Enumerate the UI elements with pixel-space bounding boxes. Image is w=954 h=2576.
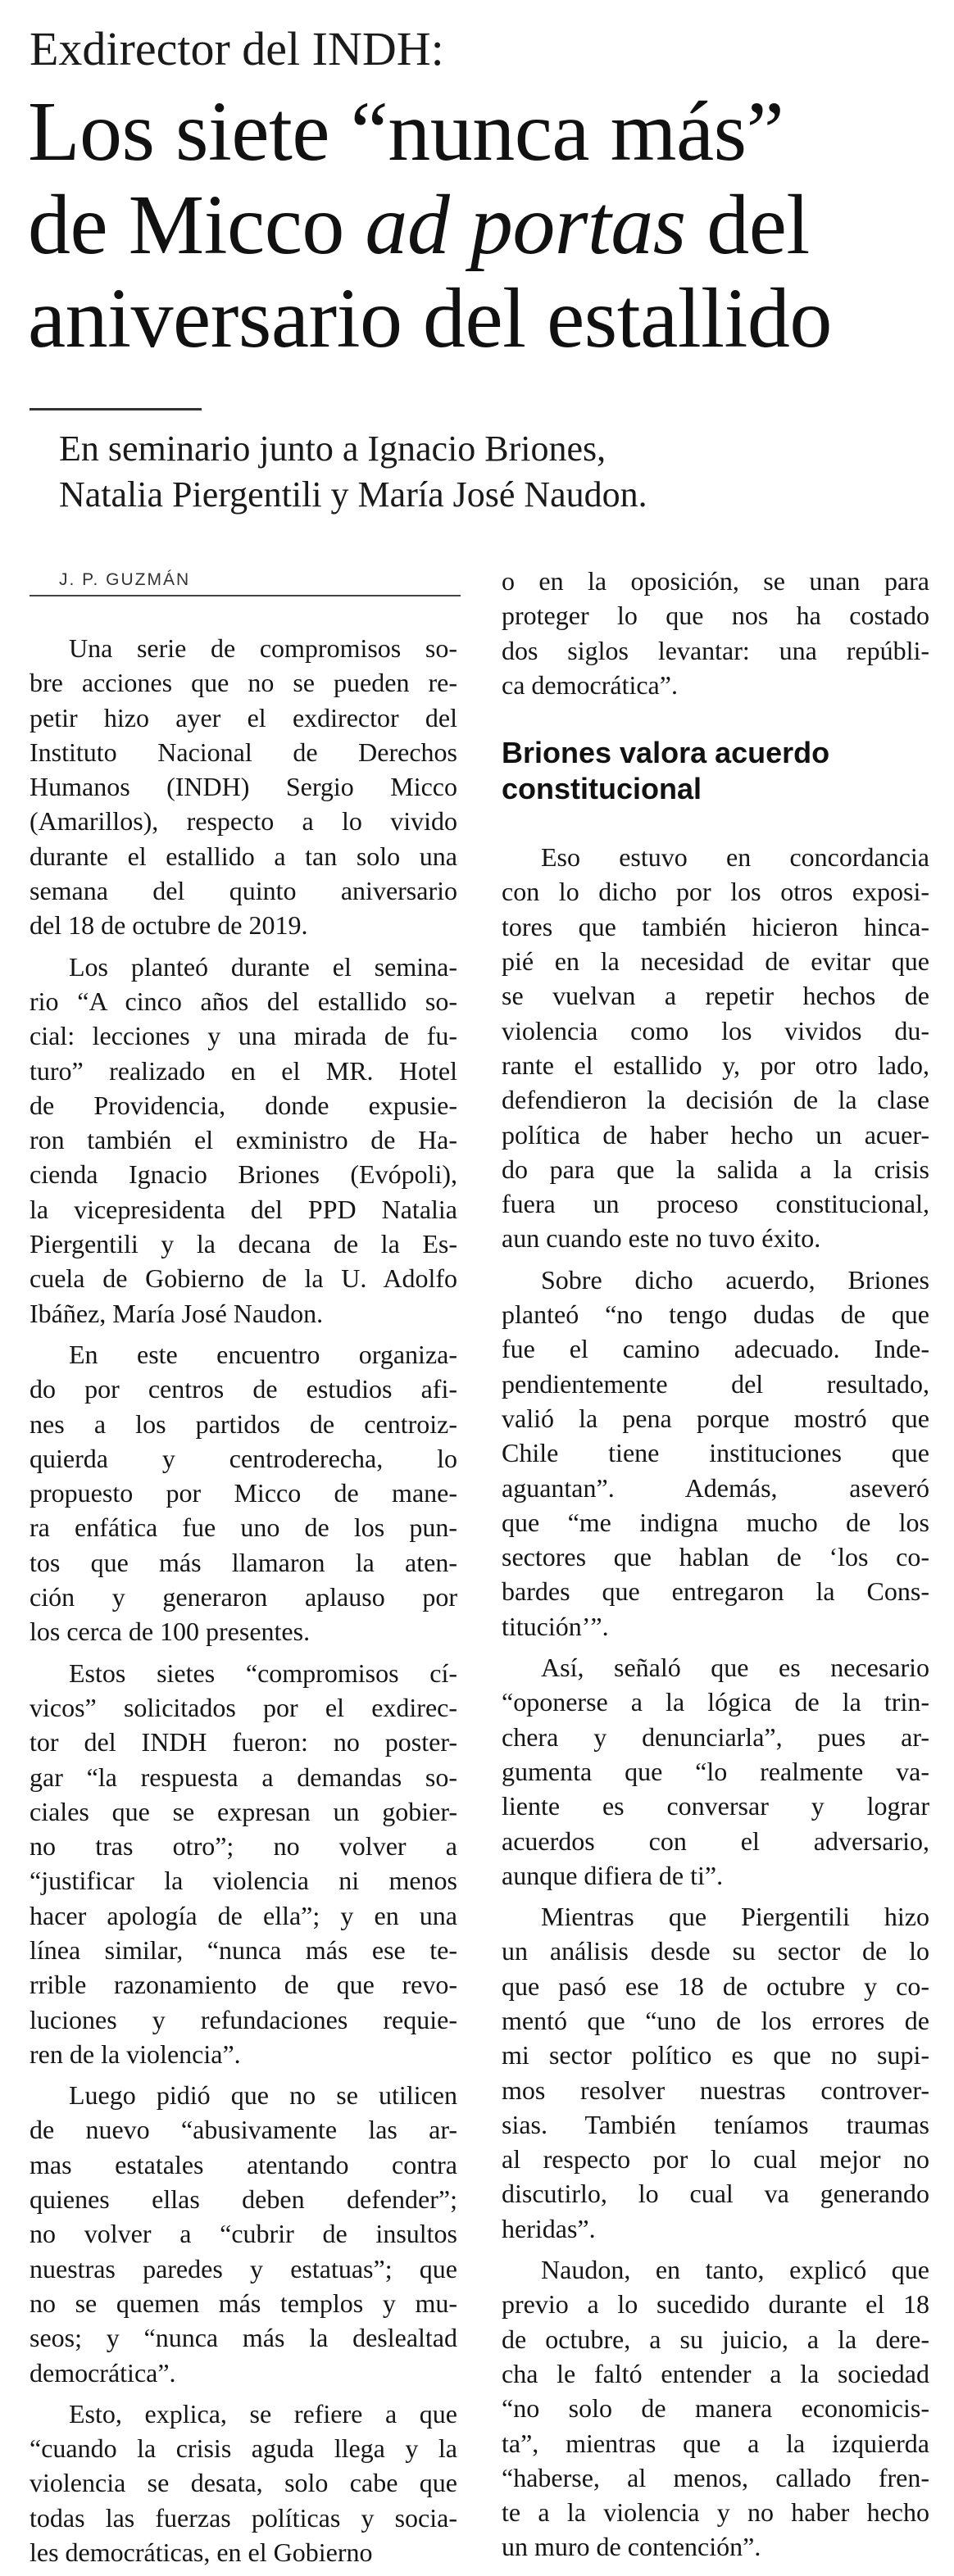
text-line: rio “A cinco años del estallido so- (30, 986, 457, 1016)
headline-line-2 (28, 179, 929, 272)
text-line: Estos sietes “compromisos cí- (69, 1658, 457, 1688)
text-line: rante el estallido y, por otro lado, (502, 1050, 929, 1080)
text-line: “no solo de manera economicis- (502, 2393, 929, 2424)
text-line: ron también el exministro de Ha- (30, 1125, 457, 1155)
text-line: ca democrática”. (502, 669, 678, 700)
text-line: ren de la violencia”. (30, 2039, 241, 2069)
text-line: Instituto Nacional de Derechos (30, 737, 457, 767)
text-line: sectores que hablan de ‘los co- (502, 1542, 929, 1572)
text-line: un análisis desde su sector de lo (502, 1936, 929, 1966)
text-line: mentó que “uno de los errores de (502, 2005, 929, 2035)
paragraph (502, 1263, 929, 1644)
text-line: heridas”. (502, 2213, 596, 2243)
text-line: al respecto por lo cual mejor no (502, 2144, 929, 2175)
paragraph (502, 2252, 929, 2565)
text-line: quierda y centroderecha, lo (30, 1443, 457, 1473)
deck (59, 426, 928, 518)
text-line: que “me indigna mucho de los (502, 1507, 929, 1537)
text-line: valió la pena porque mostró que (502, 1403, 929, 1433)
paragraph-continued (502, 564, 929, 702)
text-line: fuera un proceso constitucional, (502, 1189, 929, 1219)
text-line: proteger lo que nos ha costado (502, 601, 929, 631)
subheading-line-2: constitucional (502, 772, 702, 806)
body-column-1 (30, 631, 457, 2576)
text-line: Ibáñez, María José Naudon. (30, 1298, 324, 1328)
paragraph (30, 631, 457, 943)
text-line: dos siglos levantar: una repúbli- (502, 635, 929, 665)
text-line: de octubre, a su juicio, a la dere- (502, 2324, 929, 2354)
subheading-line-1: Briones valora acuerdo (502, 736, 830, 770)
text-line: “cuando la crisis aguda llega y la (30, 2433, 457, 2464)
text-line: política de haber hecho un acuer- (502, 1119, 929, 1150)
text-line: tores que también hicieron hinca- (502, 911, 929, 941)
text-line: do por centros de estudios afi- (30, 1374, 457, 1404)
text-line: Una serie de compromisos so- (69, 633, 457, 663)
text-line: “oponerse a la lógica de la trin- (502, 1687, 929, 1717)
headline-line-2-post: del (685, 178, 810, 272)
kicker: Exdirector del INDH: (30, 22, 444, 75)
text-line: de nuevo “abusivamente las ar- (30, 2115, 457, 2145)
text-line: bre acciones que no se pueden re- (30, 668, 457, 698)
text-line: no se quemen más templos y mu- (30, 2288, 457, 2318)
body-column-2 (502, 564, 929, 2571)
headline-line-2-pre: de Micco (28, 178, 366, 272)
text-line: sias. También teníamos traumas (502, 2109, 929, 2139)
text-line: propuesto por Micco de mane- (30, 1478, 457, 1508)
text-line: previo a lo sucedido durante el 18 (502, 2289, 929, 2320)
text-line: luciones y refundaciones requie- (30, 2004, 457, 2034)
text-line: cienda Ignacio Briones (Evópoli), (30, 1159, 457, 1190)
headline (28, 85, 929, 365)
text-line: rrible razonamiento de que revo- (30, 1970, 457, 2000)
text-line: Esto, explica, se refiere a que (69, 2398, 457, 2429)
text-line: do para que la salida a la crisis (502, 1154, 929, 1184)
text-line: titución’”. (502, 1611, 609, 1641)
text-line: ciales que se expresan un gobier- (30, 1796, 457, 1826)
text-line: no tras otro”; no volver a (30, 1831, 457, 1862)
text-line: aunque difiera de ti”. (502, 1860, 724, 1890)
text-line: seos; y “nunca más la deslealtad (30, 2323, 457, 2353)
paragraph (30, 2397, 457, 2569)
deck-line-1: En seminario junto a Ignacio Briones, (59, 429, 606, 469)
text-line: cial: lecciones y una mirada de fu- (30, 1021, 457, 1051)
text-line: la vicepresidenta del PPD Natalia (30, 1194, 457, 1224)
text-line: En este encuentro organiza- (69, 1339, 457, 1369)
text-line: aguantan”. Además, aseveró (502, 1472, 929, 1503)
text-line: no volver a “cubrir de insultos (30, 2219, 457, 2249)
text-line: Así, señaló que es necesario (541, 1653, 929, 1683)
text-line: un muro de contención”. (502, 2532, 761, 2562)
text-line: se vuelvan a repetir hechos de (502, 981, 929, 1011)
text-line: que pasó ese 18 de octubre y co- (502, 1971, 929, 2001)
headline-line-3: aniversario del estallido (28, 271, 832, 365)
headline-line-1: Los siete “nunca más” (28, 84, 784, 179)
paragraph (30, 1337, 457, 1649)
text-line: hacer apología de ella”; y en una (30, 1900, 457, 1930)
text-line: los cerca de 100 presentes. (30, 1617, 311, 1647)
text-line: cha le faltó entender a la sociedad (502, 2358, 929, 2388)
paragraph (502, 1650, 929, 1893)
text-line: durante el estallido a tan solo una (30, 841, 457, 871)
headline-italic-phrase: ad portas (365, 178, 686, 272)
text-line: liente es conversar y lograr (502, 1791, 929, 1821)
text-line: discutirlo, lo cual va generando (502, 2179, 929, 2209)
text-line: bardes que entregaron la Cons- (502, 1576, 929, 1607)
text-line: (Amarillos), respecto a lo vivido (30, 806, 457, 837)
text-line: “justificar la violencia ni menos (30, 1866, 457, 1896)
text-line: o en la oposición, se unan para (502, 566, 929, 596)
text-line: turo” realizado en el MR. Hotel (30, 1055, 457, 1086)
text-line: mas estatales atentando contra (30, 2149, 457, 2179)
text-line: de Providencia, donde expusie- (30, 1090, 457, 1120)
text-line: todas las fuerzas políticas y socia- (30, 2502, 457, 2533)
text-line: Mientras que Piergentili hizo (541, 1902, 929, 1932)
byline-divider (30, 595, 461, 596)
text-line: Piergentili y la decana de la Es- (30, 1229, 457, 1259)
text-line: ción y generaron aplauso por (30, 1582, 457, 1612)
paragraph (502, 1899, 929, 2246)
text-line: defendieron la decisión de la clase (502, 1085, 929, 1115)
text-line: tos que más llamaron la aten- (30, 1547, 457, 1577)
text-line: gar “la respuesta a demandas so- (30, 1762, 457, 1792)
headline-divider (30, 408, 202, 410)
text-line: Los planteó durante el semina- (69, 951, 457, 982)
text-line: nuestras paredes y estatuas”; que (30, 2253, 457, 2283)
text-line: nes a los partidos de centroiz- (30, 1408, 457, 1439)
text-line: chera y denunciarla”, pues ar- (502, 1721, 929, 1752)
text-line: planteó “no tengo dudas de que (502, 1299, 929, 1330)
text-line: con lo dicho por los otros exposi- (502, 877, 929, 907)
text-line: aun cuando este no tuvo éxito. (502, 1223, 821, 1254)
text-line: semana del quinto aniversario (30, 876, 457, 906)
subheading (502, 735, 929, 807)
text-line: Sobre dicho acuerdo, Briones (541, 1264, 929, 1295)
text-line: quienes ellas deben defender”; (30, 2184, 457, 2215)
text-line: ta”, mientras que a la izquierda (502, 2428, 929, 2458)
text-line: Chile tiene instituciones que (502, 1438, 929, 1468)
text-line: gumenta que “lo realmente va- (502, 1756, 929, 1786)
text-line: fue el camino adecuado. Inde- (502, 1334, 929, 1364)
text-line: del 18 de octubre de 2019. (30, 910, 308, 941)
text-line: Humanos (INDH) Sergio Micco (30, 772, 457, 802)
text-line: “haberse, al menos, callado fren- (502, 2462, 929, 2492)
text-line: Luego pidió que no se utilicen (69, 2080, 457, 2111)
text-line: Eso estuvo en concordancia (541, 842, 929, 873)
text-line: vicos” solicitados por el exdirec- (30, 1692, 457, 1722)
text-line: petir hizo ayer el exdirector del (30, 702, 457, 732)
byline: J. P. GUZMÁN (59, 570, 191, 589)
text-line: Naudon, en tanto, explicó que (541, 2255, 929, 2285)
text-line: mi sector político es que no supi- (502, 2040, 929, 2070)
text-line: acuerdos con el adversario, (502, 1825, 929, 1856)
text-line: cuela de Gobierno de la U. Adolfo (30, 1263, 457, 1294)
deck-line-2: Natalia Piergentili y María José Naudon. (59, 474, 647, 515)
text-line: mos resolver nuestras controver- (502, 2075, 929, 2105)
text-line: pendientemente del resultado, (502, 1368, 929, 1399)
text-line: democrática”. (30, 2357, 176, 2388)
text-line: línea similar, “nunca más ese te- (30, 1934, 457, 1965)
text-line: tor del INDH fueron: no poster- (30, 1727, 457, 1757)
text-line: les democráticas, en el Gobierno (30, 2537, 373, 2568)
paragraph (30, 950, 457, 1331)
paragraph (30, 1656, 457, 2072)
paragraph (502, 840, 929, 1256)
paragraph (30, 2078, 457, 2390)
text-line: te a la violencia y no haber hecho (502, 2497, 929, 2528)
text-line: violencia como los vividos du- (502, 1015, 929, 1045)
text-line: pié en la necesidad de evitar que (502, 946, 929, 977)
text-line: violencia se desata, solo cabe que (30, 2468, 457, 2498)
text-line: ra enfática fue uno de los pun- (30, 1512, 457, 1543)
